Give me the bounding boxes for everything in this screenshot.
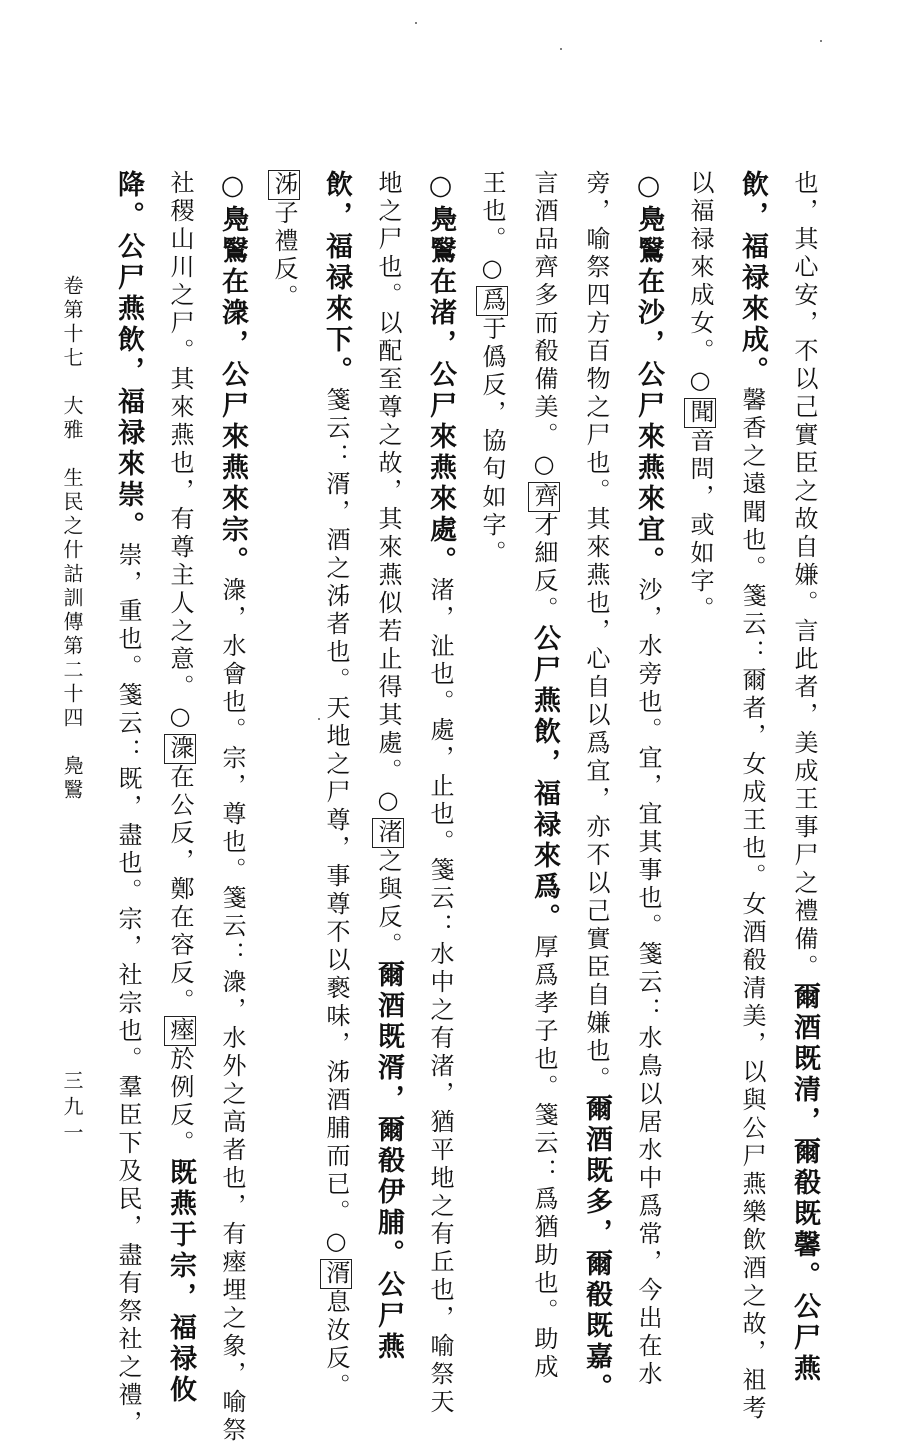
page-number: 三九一 — [60, 1070, 84, 1148]
text-column — [206, 170, 258, 1445]
main-text-body — [50, 170, 830, 1445]
text-column — [414, 170, 466, 1417]
commentary-text: 旁，喻祭四方百物之尸也。其來燕也，心自以爲宜，亦不以己實臣自嫌也。 — [582, 170, 610, 1094]
poem-verse: 爾酒既湑，爾殽伊脯。公尸燕 — [373, 960, 404, 1363]
commentary-text: 渚，沚也。處，止也。箋云：水中之有渚，猶平地之有丘也，喻祭天 — [426, 577, 454, 1417]
text-column — [258, 170, 310, 1300]
boxed-character: 渚 — [374, 819, 402, 847]
running-header: 卷第十七 大雅 生民之什詁訓傳第二十四 鳧鷖 — [60, 275, 84, 803]
text-column — [622, 170, 674, 1389]
text-column — [570, 170, 622, 1404]
text-column — [362, 170, 414, 1363]
text-column — [310, 170, 362, 1401]
scan-speck — [318, 718, 320, 720]
commentary-text: 王也。○ — [478, 170, 506, 286]
poem-verse: ○鳧鷖在沙，公尸來燕來宜。 — [633, 170, 664, 577]
commentary-text: 言酒品齊多而殽備美。○ — [530, 170, 558, 482]
text-column — [778, 170, 830, 1385]
boxed-character: 湑 — [322, 1260, 350, 1288]
commentary-text: 以福禄來成女。○ — [686, 170, 714, 398]
commentary-text: 崇，重也。箋云：既，盡也。宗，社宗也。羣臣下及民，盡有祭社之禮， — [114, 542, 142, 1438]
text-column — [102, 170, 154, 1438]
commentary-text: 厚爲孝子也。箋云：爲猶助也。助成 — [530, 934, 558, 1382]
commentary-text: 之與反。 — [374, 848, 402, 960]
commentary-text: 箋云：湑，酒之泲者也。天地之尸尊，事尊不以褻味，泲酒脯而已。○ — [322, 387, 350, 1259]
scan-speck — [820, 40, 822, 42]
boxed-character: 潨 — [166, 735, 194, 763]
text-column — [154, 170, 206, 1406]
commentary-text: 子禮反。 — [270, 200, 298, 312]
text-column — [466, 170, 518, 1300]
poem-verse: 爾酒既多，爾殽既嘉。 — [581, 1094, 612, 1404]
boxed-character: 泲 — [270, 171, 298, 199]
boxed-character: 齊 — [530, 483, 558, 511]
text-column — [674, 170, 726, 1300]
poem-verse: 既燕于宗，福禄攸 — [165, 1158, 196, 1406]
boxed-character: 瘞 — [166, 1017, 194, 1045]
scan-speck — [560, 48, 562, 50]
commentary-text: 息汝反。 — [322, 1289, 350, 1401]
poem-verse: 公尸燕飲，福禄來爲。 — [529, 624, 560, 934]
commentary-text: 於例反。 — [166, 1046, 194, 1158]
commentary-text: 音問，或如字。 — [686, 428, 714, 624]
commentary-text: 也，其心安，不以己實臣之故自嫌。言此者，美成王事尸之禮備。 — [790, 170, 818, 982]
poem-verse: ○鳧鷖在渚，公尸來燕來處。 — [425, 170, 456, 577]
commentary-text: 馨香之遠聞也。箋云：爾者，女成王也。女酒殽清美，以與公尸燕樂飲酒之故，祖考 — [738, 387, 766, 1423]
text-column — [726, 170, 778, 1423]
boxed-character: 聞 — [686, 399, 714, 427]
commentary-text: 社稷山川之尸。其來燕也，有尊主人之意。○ — [166, 170, 194, 734]
poem-verse: ○鳧鷖在潨，公尸來燕來宗。 — [217, 170, 248, 577]
scan-speck — [415, 22, 417, 24]
commentary-text: 沙，水旁也。宜，宜其事也。箋云：水鳥以居水中爲常，今出在水 — [634, 577, 662, 1389]
poem-verse: 飲，福禄來下。 — [321, 170, 352, 387]
commentary-text: 于僞反，協句如字。 — [478, 316, 506, 568]
commentary-text: 潨，水會也。宗，尊也。箋云：潨，水外之高者也，有瘞埋之象，喻祭 — [218, 577, 246, 1445]
boxed-character: 爲 — [478, 287, 506, 315]
poem-verse: 降。公尸燕飲，福禄來崇。 — [113, 170, 144, 542]
poem-verse: 爾酒既清，爾殽既馨。公尸燕 — [789, 982, 820, 1385]
commentary-text: 地之尸也。以配至尊之故，其來燕似若止得其處。○ — [374, 170, 402, 818]
commentary-text: 在公反，鄭在容反。 — [166, 764, 194, 1016]
text-column — [518, 170, 570, 1382]
poem-verse: 飲，福禄來成。 — [737, 170, 768, 387]
commentary-text: 才細反。 — [530, 512, 558, 624]
